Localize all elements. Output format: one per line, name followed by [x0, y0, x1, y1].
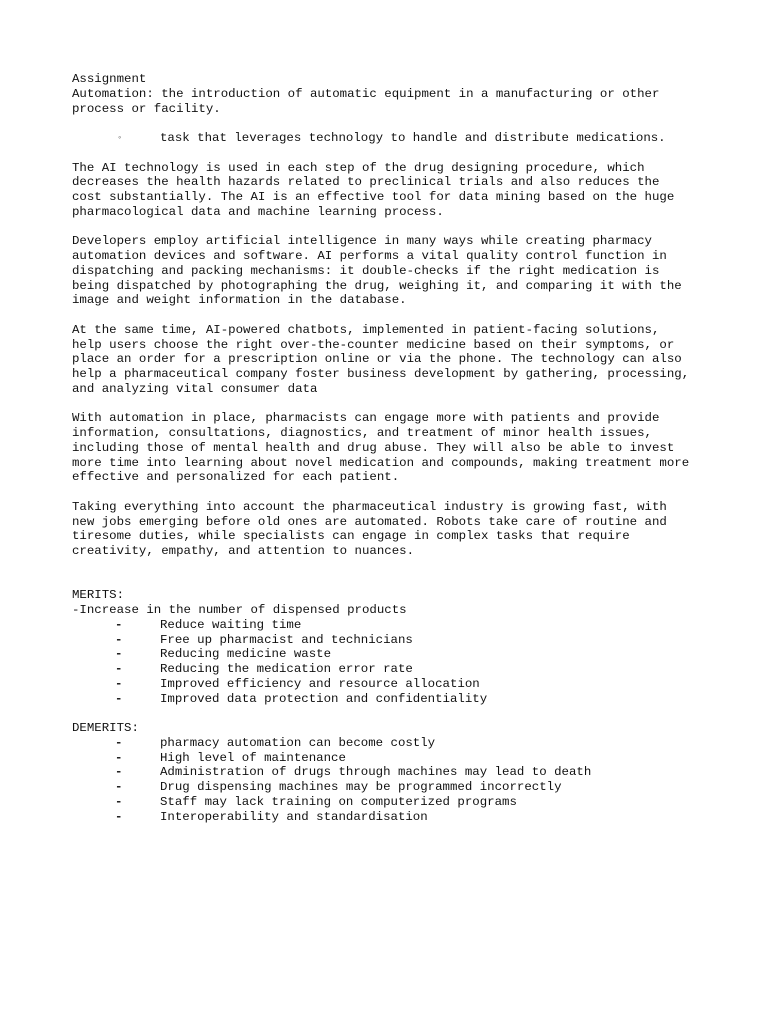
list-item [72, 677, 712, 692]
paragraph-line: and analyzing vital consumer data [72, 381, 318, 396]
paragraph-chatbots [72, 323, 712, 397]
paragraph-ai-drug-design [72, 161, 712, 220]
list-item [72, 751, 712, 766]
list-item [72, 795, 712, 810]
dash-bullet-icon: - [115, 735, 123, 750]
demerits-section [72, 721, 712, 824]
paragraph-line: being dispatched by photographing the drug, weighing it, and comparing it with the [72, 278, 682, 293]
list-item [72, 618, 712, 633]
paragraph-line: Taking everything into account the pharmaceutical industry is growing fast, with [72, 499, 667, 514]
definition-line-1: Automation: the introduction of automatic equipment in a manufacturing or other [72, 86, 660, 101]
paragraph-line: help a pharmaceutical company foster business development by gathering, processing, [72, 367, 690, 381]
document-page [72, 72, 712, 824]
paragraph-line: The AI technology is used in each step of the drug designing procedure, which [72, 160, 645, 175]
list-item-text: Improved data protection and confidentiality [160, 691, 488, 706]
dash-bullet-icon: - [115, 632, 123, 647]
paragraph-line: cost substantially. The AI is an effective tool for data mining based on the huge [72, 190, 675, 204]
dash-bullet-icon: - [115, 750, 123, 765]
paragraph-line: effective and personalized for each patient. [72, 470, 400, 485]
merits-first-item: -Increase in the number of dispensed products [72, 603, 407, 617]
dash-bullet-icon: - [115, 809, 123, 824]
list-item [72, 662, 712, 677]
paragraph-line: new jobs emerging before old ones are automated. Robots take care of routine and [72, 514, 667, 529]
list-item [72, 780, 712, 795]
paragraph-line: creativity, empathy, and attention to nuances. [72, 544, 415, 558]
circle-bullet-icon: ◦ [117, 133, 123, 143]
paragraph-line: more time into learning about novel medication and compounds, making treatment more [72, 455, 690, 470]
paragraph-line: place an order for a prescription online or via the phone. The technology can also [72, 352, 682, 367]
dash-bullet-icon: - [115, 647, 123, 662]
merits-heading: MERITS: [72, 588, 125, 603]
list-item-text: Interoperability and standardisation [160, 809, 428, 824]
list-item [72, 692, 712, 707]
paragraph-line: including those of mental health and drug abuse. They will also be able to invest [72, 440, 675, 455]
paragraph-developers [72, 234, 712, 308]
paragraph-line: help users choose the right over-the-counter medicine based on their symptoms, or [72, 337, 675, 352]
dash-bullet-icon: - [115, 691, 123, 706]
dash-bullet-icon: - [115, 676, 123, 691]
document-heading: Assignment [72, 72, 147, 86]
dash-bullet-icon: - [115, 617, 123, 632]
dash-bullet-icon: - [115, 662, 123, 676]
merits-section [72, 588, 712, 706]
paragraph-line: At the same time, AI-powered chatbots, implemented in patient-facing solutions, [72, 322, 660, 337]
list-item-text: Administration of drugs through machines may lead to death [160, 765, 592, 780]
intro-bullet-text: task that leverages technology to handle and distribute medications. [160, 131, 666, 145]
list-item-text: Reduce waiting time [160, 617, 302, 632]
list-item [72, 736, 712, 751]
list-item-text: Staff may lack training on computerized programs [160, 794, 517, 809]
list-item [72, 633, 712, 648]
list-item-text: Reducing medicine waste [160, 647, 332, 662]
dash-bullet-icon: - [115, 794, 123, 809]
list-item-text: Improved efficiency and resource allocation [160, 676, 480, 691]
list-item [72, 765, 712, 780]
paragraph-pharmacists [72, 411, 712, 485]
list-item-text: High level of maintenance [160, 750, 346, 765]
paragraph-line: With automation in place, pharmacists can engage more with patients and provide [72, 411, 660, 426]
list-item-text: Reducing the medication error rate [160, 662, 413, 676]
paragraph-conclusion [72, 500, 712, 559]
dash-bullet-icon: - [115, 780, 123, 794]
paragraph-line: image and weight information in the database. [72, 293, 407, 308]
paragraph-line: information, consultations, diagnostics, and treatment of minor health issues, [72, 426, 652, 440]
definition-line-2: process or facility. [72, 101, 221, 116]
list-item-text: Free up pharmacist and technicians [160, 632, 413, 647]
paragraph-line: automation devices and software. AI performs a vital quality control function in [72, 249, 667, 263]
list-item [72, 810, 712, 825]
paragraph-line: Developers employ artificial intelligence in many ways while creating pharmacy [72, 234, 652, 249]
list-item-text: Drug dispensing machines may be programmed incorrectly [160, 780, 562, 794]
list-item-text: pharmacy automation can become costly [160, 735, 436, 750]
paragraph-line: dispatching and packing mechanisms: it double-checks if the right medication is [72, 263, 660, 278]
list-item [72, 647, 712, 662]
dash-bullet-icon: - [115, 765, 123, 780]
intro-bullet-item [72, 131, 712, 146]
paragraph-line: pharmacological data and machine learning process. [72, 204, 444, 219]
paragraph-line: tiresome duties, while specialists can engage in complex tasks that require [72, 529, 630, 544]
demerits-heading: DEMERITS: [72, 721, 139, 735]
paragraph-line: decreases the health hazards related to preclinical trials and also reduces the [72, 175, 660, 190]
